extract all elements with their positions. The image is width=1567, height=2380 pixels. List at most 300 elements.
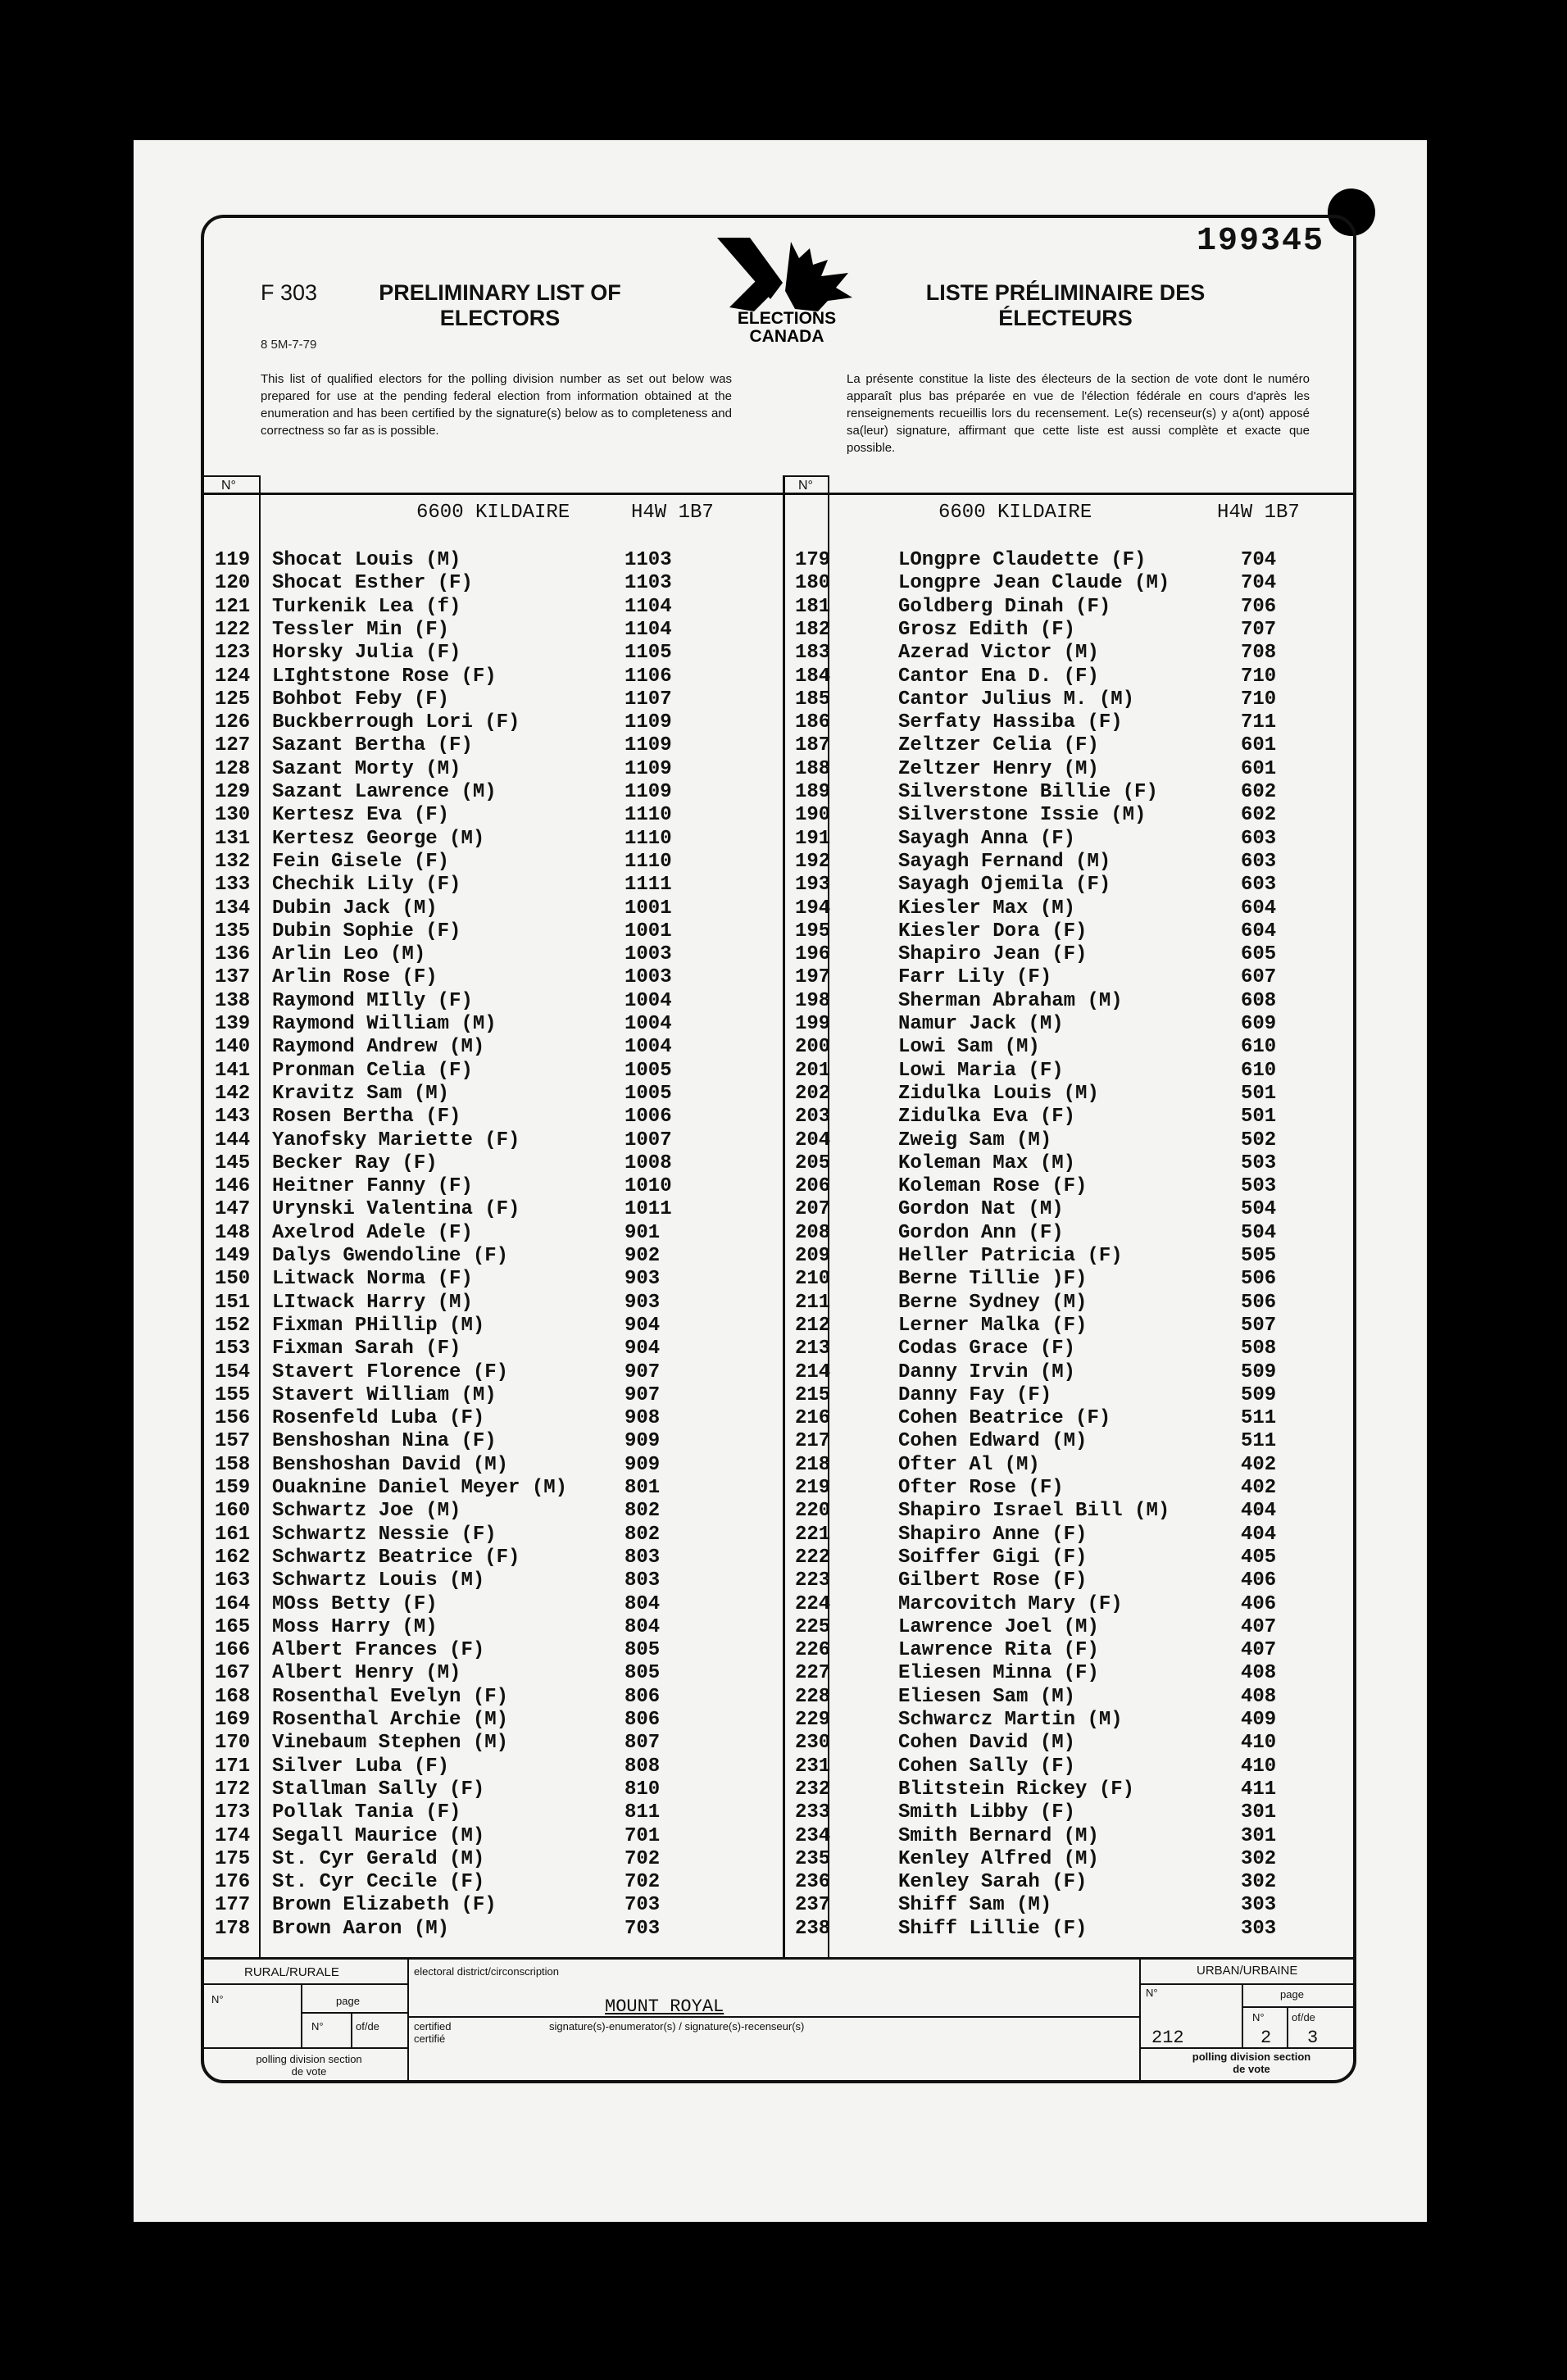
- elector-row: [215, 619, 780, 642]
- elector-row: [215, 990, 780, 1013]
- center-divider: [783, 475, 785, 1959]
- elector-name: Kiesler Dora (F): [898, 920, 1088, 942]
- apartment-number: 509: [1241, 1383, 1277, 1406]
- logo-line-2: CANADA: [749, 327, 824, 346]
- elector-row: [795, 688, 1352, 711]
- elector-row: [215, 1338, 780, 1360]
- apartment-number: 603: [1241, 874, 1277, 897]
- elector-name: Goldberg Dinah (F): [898, 595, 1111, 618]
- footer-urban-divider: [1139, 1959, 1141, 2082]
- elector-number: 206: [795, 1175, 831, 1198]
- elector-number: 217: [795, 1430, 831, 1453]
- elector-row: [215, 1639, 780, 1662]
- elector-row: [795, 642, 1352, 665]
- elector-row: [215, 688, 780, 711]
- elector-number: 133: [215, 874, 251, 897]
- elector-name: Eliesen Sam (M): [898, 1685, 1076, 1708]
- elector-name: Danny Irvin (M): [898, 1360, 1076, 1383]
- elector-name: Fein Gisele (F): [272, 850, 450, 873]
- elector-name: Eliesen Minna (F): [898, 1662, 1099, 1685]
- urban-page-divider: [1242, 1983, 1243, 2047]
- elector-number: 181: [795, 595, 831, 618]
- apartment-number: 406: [1241, 1592, 1277, 1615]
- elector-name: Rosenthal Evelyn (F): [272, 1685, 509, 1708]
- elector-number: 219: [795, 1477, 831, 1499]
- elector-row: [795, 966, 1352, 989]
- apartment-number: 1004: [625, 1013, 672, 1035]
- apartment-number: 602: [1241, 804, 1277, 827]
- elector-name: Shapiro Israel Bill (M): [898, 1500, 1170, 1523]
- elector-number: 125: [215, 688, 251, 711]
- elector-row: [795, 990, 1352, 1013]
- apartment-number: 506: [1241, 1268, 1277, 1291]
- elector-number: 169: [215, 1709, 251, 1731]
- elector-number: 140: [215, 1036, 251, 1059]
- elector-number: 162: [215, 1546, 251, 1569]
- apartment-number: 301: [1241, 1801, 1277, 1824]
- elector-number: 230: [795, 1732, 831, 1755]
- elector-name: Cantor Julius M. (M): [898, 688, 1135, 711]
- elector-number: 187: [795, 734, 831, 757]
- logo-line-1: ELECTIONS: [737, 309, 837, 328]
- apartment-number: 504: [1241, 1221, 1277, 1244]
- elector-row: [795, 1569, 1352, 1592]
- elector-row: [215, 1825, 780, 1848]
- elector-name: Koleman Max (M): [898, 1151, 1076, 1174]
- elector-name: Sayagh Fernand (M): [898, 850, 1111, 873]
- elector-row: [215, 920, 780, 943]
- elector-name: Ofter Rose (F): [898, 1477, 1064, 1499]
- apartment-number: 710: [1241, 665, 1277, 688]
- elector-name: Vinebaum Stephen (M): [272, 1732, 509, 1755]
- apartment-number: 603: [1241, 850, 1277, 873]
- elector-row: [215, 828, 780, 851]
- urban-page-rule: [1242, 2006, 1354, 2008]
- elector-number: 194: [795, 897, 831, 920]
- elector-number: 178: [215, 1917, 251, 1940]
- elector-row: [215, 1268, 780, 1291]
- apartment-number: 904: [625, 1338, 661, 1360]
- elector-row: [215, 1593, 780, 1616]
- elector-row: [215, 1755, 780, 1778]
- elector-row: [215, 665, 780, 688]
- elector-name: Litwack Norma (F): [272, 1268, 473, 1291]
- signature-label: signature(s)-enumerator(s) / signature(s)-recenseur(s): [549, 2020, 805, 2033]
- elector-row: [795, 1175, 1352, 1198]
- apartment-number: 1006: [625, 1106, 672, 1129]
- apartment-number: 1104: [625, 618, 672, 641]
- elector-number: 228: [795, 1685, 831, 1708]
- apartment-number: 1109: [625, 711, 672, 734]
- apartment-number: 411: [1241, 1778, 1277, 1801]
- elector-number: 163: [215, 1569, 251, 1592]
- elector-name: Dalys Gwendoline (F): [272, 1245, 509, 1267]
- elector-row: [215, 596, 780, 619]
- left-no-box-top: [204, 475, 260, 477]
- apartment-number: 903: [625, 1291, 661, 1314]
- urban-no-label: N°: [1146, 1987, 1158, 1999]
- certified-rule: [408, 2016, 1139, 2018]
- apartment-number: 406: [1241, 1569, 1277, 1592]
- elector-name: Buckberrough Lori (F): [272, 711, 520, 734]
- elector-number: 120: [215, 572, 251, 595]
- elector-name: Tessler Min (F): [272, 618, 450, 641]
- elector-name: Lerner Malka (F): [898, 1314, 1088, 1337]
- elector-name: Benshoshan Nina (F): [272, 1430, 497, 1453]
- elector-number: 196: [795, 943, 831, 966]
- apartment-number: 704: [1241, 549, 1277, 571]
- elector-name: Serfaty Hassiba (F): [898, 711, 1123, 734]
- elector-number: 214: [795, 1360, 831, 1383]
- elector-name: Marcovitch Mary (F): [898, 1592, 1123, 1615]
- elector-row: [795, 572, 1352, 595]
- apartment-number: 807: [625, 1732, 661, 1755]
- apartment-number: 601: [1241, 734, 1277, 757]
- elector-number: 191: [795, 827, 831, 850]
- elector-name: Sayagh Ojemila (F): [898, 874, 1111, 897]
- apartment-number: 302: [1241, 1871, 1277, 1894]
- elector-number: 119: [215, 549, 251, 571]
- elector-number: 208: [795, 1221, 831, 1244]
- apartment-number: 907: [625, 1360, 661, 1383]
- apartment-number: 407: [1241, 1639, 1277, 1662]
- elector-number: 154: [215, 1360, 251, 1383]
- apartment-number: 701: [625, 1824, 661, 1847]
- elector-row: [795, 1430, 1352, 1453]
- apartment-number: 1110: [625, 850, 672, 873]
- elector-number: 218: [795, 1453, 831, 1476]
- elector-row: [215, 1292, 780, 1315]
- elector-row: [215, 1547, 780, 1569]
- apartment-number: 806: [625, 1709, 661, 1731]
- apartment-number: 303: [1241, 1894, 1277, 1917]
- rural-page-rule: [301, 2012, 407, 2014]
- apartment-number: 504: [1241, 1198, 1277, 1221]
- elector-number: 236: [795, 1871, 831, 1894]
- elector-number: 142: [215, 1082, 251, 1105]
- elector-row: [795, 1732, 1352, 1755]
- elector-row: [215, 549, 780, 572]
- elector-name: Cohen Sally (F): [898, 1755, 1076, 1778]
- apartment-number: 1111: [625, 874, 672, 897]
- elector-number: 153: [215, 1338, 251, 1360]
- apartment-number: 608: [1241, 989, 1277, 1012]
- elector-name: Pronman Celia (F): [272, 1059, 473, 1082]
- apartment-number: 605: [1241, 943, 1277, 966]
- elector-row: [795, 549, 1352, 572]
- elector-row: [215, 804, 780, 827]
- elector-row: [215, 1848, 780, 1871]
- apartment-number: 408: [1241, 1685, 1277, 1708]
- apartment-number: 909: [625, 1430, 661, 1453]
- elector-row: [795, 1848, 1352, 1871]
- elector-name: Zidulka Eva (F): [898, 1106, 1076, 1129]
- apartment-number: 1001: [625, 897, 672, 920]
- page-number: 2: [1260, 2028, 1272, 2048]
- elector-number: 174: [215, 1824, 251, 1847]
- elector-row: [795, 1825, 1352, 1848]
- apartment-number: 702: [625, 1871, 661, 1894]
- elector-number: 237: [795, 1894, 831, 1917]
- elector-row: [215, 1013, 780, 1036]
- urban-label: URBAN/URBAINE: [1197, 1964, 1298, 1978]
- right-no-box-top: [783, 475, 829, 477]
- elector-row: [795, 711, 1352, 734]
- elector-name: Sherman Abraham (M): [898, 989, 1123, 1012]
- elector-row: [215, 1500, 780, 1523]
- apartment-number: 1005: [625, 1059, 672, 1082]
- elector-row: [795, 1106, 1352, 1129]
- elector-number: 124: [215, 665, 251, 688]
- elector-name: Pollak Tania (F): [272, 1801, 461, 1824]
- elector-name: Yanofsky Mariette (F): [272, 1129, 520, 1151]
- elector-name: Cohen Edward (M): [898, 1430, 1088, 1453]
- elector-row: [795, 1129, 1352, 1152]
- elector-number: 180: [795, 572, 831, 595]
- elector-row: [795, 1871, 1352, 1894]
- elector-number: 205: [795, 1151, 831, 1174]
- elector-name: Smith Bernard (M): [898, 1824, 1099, 1847]
- apartment-number: 503: [1241, 1175, 1277, 1198]
- elector-number: 224: [795, 1592, 831, 1615]
- left-street-address: 6600 KILDAIRE: [416, 502, 570, 524]
- elector-number: 186: [795, 711, 831, 734]
- elector-number: 211: [795, 1291, 831, 1314]
- apartment-number: 506: [1241, 1291, 1277, 1314]
- elector-row: [795, 734, 1352, 757]
- apartment-number: 1110: [625, 827, 672, 850]
- elector-number: 160: [215, 1500, 251, 1523]
- elector-name: Lawrence Rita (F): [898, 1639, 1099, 1662]
- elector-name: Kertesz George (M): [272, 827, 485, 850]
- apartment-number: 405: [1241, 1546, 1277, 1569]
- elector-name: Cohen David (M): [898, 1732, 1076, 1755]
- apartment-number: 902: [625, 1245, 661, 1267]
- form-number: F 303: [261, 280, 318, 305]
- apartment-number: 802: [625, 1500, 661, 1523]
- elector-number: 136: [215, 943, 251, 966]
- elector-number: 159: [215, 1477, 251, 1499]
- elector-number: 232: [795, 1778, 831, 1801]
- elector-name: LItwack Harry (M): [272, 1291, 473, 1314]
- apartment-number: 408: [1241, 1662, 1277, 1685]
- elector-number: 137: [215, 966, 251, 989]
- elector-row: [215, 1361, 780, 1384]
- apartment-number: 909: [625, 1453, 661, 1476]
- elector-name: Chechik Lily (F): [272, 874, 461, 897]
- elector-name: Gordon Ann (F): [898, 1221, 1064, 1244]
- elector-number: 167: [215, 1662, 251, 1685]
- apartment-number: 302: [1241, 1847, 1277, 1870]
- elector-row: [795, 1662, 1352, 1685]
- elector-row: [215, 1060, 780, 1083]
- elector-number: 212: [795, 1314, 831, 1337]
- elector-row: [795, 1338, 1352, 1360]
- elector-number: 229: [795, 1709, 831, 1731]
- elector-row: [215, 1709, 780, 1732]
- elector-number: 161: [215, 1523, 251, 1546]
- apartment-number: 810: [625, 1778, 661, 1801]
- apartment-number: 511: [1241, 1407, 1277, 1430]
- elector-number: 179: [795, 549, 831, 571]
- apartment-number: 501: [1241, 1106, 1277, 1129]
- elector-row: [795, 1292, 1352, 1315]
- elector-name: Sazant Lawrence (M): [272, 781, 497, 803]
- elector-name: Zidulka Louis (M): [898, 1082, 1099, 1105]
- elector-row: [215, 897, 780, 920]
- elector-name: Namur Jack (M): [898, 1013, 1064, 1035]
- apartment-number: 407: [1241, 1615, 1277, 1638]
- elector-row: [795, 874, 1352, 897]
- elector-number: 123: [215, 642, 251, 665]
- elector-name: Sazant Bertha (F): [272, 734, 473, 757]
- elector-row: [215, 1454, 780, 1477]
- elector-row: [795, 943, 1352, 966]
- rural-of-divider: [351, 2012, 352, 2047]
- elector-name: Heitner Fanny (F): [272, 1175, 473, 1198]
- elector-name: Farr Lily (F): [898, 966, 1052, 989]
- apartment-number: 803: [625, 1546, 661, 1569]
- apartment-number: 1003: [625, 943, 672, 966]
- elector-name: Rosen Bertha (F): [272, 1106, 461, 1129]
- apartment-number: 903: [625, 1268, 661, 1291]
- elector-name: LOngpre Claudette (F): [898, 549, 1147, 571]
- elector-name: Shapiro Jean (F): [898, 943, 1088, 966]
- apartment-number: 1103: [625, 572, 672, 595]
- elector-name: Danny Fay (F): [898, 1383, 1052, 1406]
- elector-number: 156: [215, 1407, 251, 1430]
- elector-name: Rosenfeld Luba (F): [272, 1407, 485, 1430]
- apartment-number: 509: [1241, 1360, 1277, 1383]
- elector-number: 203: [795, 1106, 831, 1129]
- elector-name: Shocat Louis (M): [272, 549, 461, 571]
- elector-number: 173: [215, 1801, 251, 1824]
- elector-name: Berne Tillie )F): [898, 1268, 1088, 1291]
- apartment-number: 610: [1241, 1036, 1277, 1059]
- elector-row: [215, 1686, 780, 1709]
- elector-row: [215, 1407, 780, 1430]
- apartment-number: 410: [1241, 1755, 1277, 1778]
- elector-number: 147: [215, 1198, 251, 1221]
- apartment-number: 607: [1241, 966, 1277, 989]
- elector-number: 184: [795, 665, 831, 688]
- elector-name: Silverstone Billie (F): [898, 781, 1158, 803]
- polling-division-number: 212: [1151, 2028, 1184, 2048]
- apartment-number: 805: [625, 1639, 661, 1662]
- elector-name: Bohbot Feby (F): [272, 688, 450, 711]
- elector-row: [215, 1871, 780, 1894]
- elector-name: Shapiro Anne (F): [898, 1523, 1088, 1546]
- rural-page-label: page: [336, 1995, 360, 2007]
- elector-row: [215, 1616, 780, 1639]
- elector-row: [215, 1315, 780, 1338]
- elector-name: Urynski Valentina (F): [272, 1198, 520, 1221]
- elector-row: [795, 1198, 1352, 1221]
- elector-row: [215, 1036, 780, 1059]
- elector-name: Schwartz Nessie (F): [272, 1523, 497, 1546]
- apartment-number: 708: [1241, 642, 1277, 665]
- apartment-number: 1005: [625, 1082, 672, 1105]
- elector-number: 188: [795, 757, 831, 780]
- apartment-number: 507: [1241, 1314, 1277, 1337]
- apartment-number: 404: [1241, 1523, 1277, 1546]
- elector-number: 215: [795, 1383, 831, 1406]
- elector-number: 222: [795, 1546, 831, 1569]
- elector-name: Becker Ray (F): [272, 1151, 438, 1174]
- elector-name: Schwartz Beatrice (F): [272, 1546, 520, 1569]
- elector-number: 149: [215, 1245, 251, 1267]
- apartment-number: 1106: [625, 665, 672, 688]
- elector-name: MOss Betty (F): [272, 1592, 438, 1615]
- elector-number: 235: [795, 1847, 831, 1870]
- elector-number: 130: [215, 804, 251, 827]
- intro-french: La présente constitue la liste des électeurs de la section de vote dont le numéro apparaît plus bas préparée en vue de l'élection fédérale en cours d'après les renseignements recueillis lors du recensement. Le(s) recenseur(s) y a(ont) apposé sa(leur) signature, affirmant que cette liste est aussi complète et exacte que possible.: [847, 372, 1310, 455]
- apartment-number: 604: [1241, 897, 1277, 920]
- apartment-number: 508: [1241, 1338, 1277, 1360]
- rural-page-no-label: N°: [311, 2020, 324, 2033]
- apartment-number: 806: [625, 1685, 661, 1708]
- elector-row: [795, 1407, 1352, 1430]
- elector-number: 166: [215, 1639, 251, 1662]
- apartment-number: 706: [1241, 595, 1277, 618]
- elector-row: [215, 1732, 780, 1755]
- apartment-number: 707: [1241, 618, 1277, 641]
- elector-number: 225: [795, 1615, 831, 1638]
- elector-number: 226: [795, 1639, 831, 1662]
- elector-row: [215, 1801, 780, 1824]
- elector-name: Horsky Julia (F): [272, 642, 461, 665]
- page-of-total: 3: [1307, 2028, 1319, 2048]
- elector-row: [795, 758, 1352, 781]
- elector-row: [215, 711, 780, 734]
- elector-number: 176: [215, 1871, 251, 1894]
- elector-row: [215, 1198, 780, 1221]
- elector-number: 195: [795, 920, 831, 942]
- rural-no-label: N°: [211, 1993, 224, 2005]
- elector-row: [215, 943, 780, 966]
- apartment-number: 404: [1241, 1500, 1277, 1523]
- elector-number: 172: [215, 1778, 251, 1801]
- elector-row: [215, 851, 780, 874]
- elector-number: 148: [215, 1221, 251, 1244]
- elector-row: [795, 1639, 1352, 1662]
- elector-name: Lowi Maria (F): [898, 1059, 1064, 1082]
- left-postal-code: H4W 1B7: [631, 502, 714, 524]
- elector-name: Berne Sydney (M): [898, 1291, 1088, 1314]
- elector-name: Shiff Lillie (F): [898, 1917, 1088, 1940]
- elector-name: Codas Grace (F): [898, 1338, 1076, 1360]
- apartment-number: 1008: [625, 1151, 672, 1174]
- district-name: MOUNT ROYAL: [605, 1996, 724, 2017]
- elector-name: Fixman PHillip (M): [272, 1314, 485, 1337]
- elector-name: Stallman Sally (F): [272, 1778, 485, 1801]
- elector-number: 204: [795, 1129, 831, 1151]
- apartment-number: 1010: [625, 1175, 672, 1198]
- right-street-address: 6600 KILDAIRE: [938, 502, 1092, 524]
- elector-name: Cohen Beatrice (F): [898, 1407, 1111, 1430]
- elector-name: Sazant Morty (M): [272, 757, 461, 780]
- rural-label-rule: [204, 1983, 407, 1985]
- apartment-number: 702: [625, 1847, 661, 1870]
- elector-number: 151: [215, 1291, 251, 1314]
- elector-row: [215, 1083, 780, 1106]
- table-top-rule: [204, 493, 1353, 495]
- left-no-header: N°: [221, 479, 236, 493]
- elector-row: [795, 851, 1352, 874]
- elector-name: Lawrence Joel (M): [898, 1615, 1099, 1638]
- elector-name: Koleman Rose (F): [898, 1175, 1088, 1198]
- elector-name: Dubin Sophie (F): [272, 920, 461, 942]
